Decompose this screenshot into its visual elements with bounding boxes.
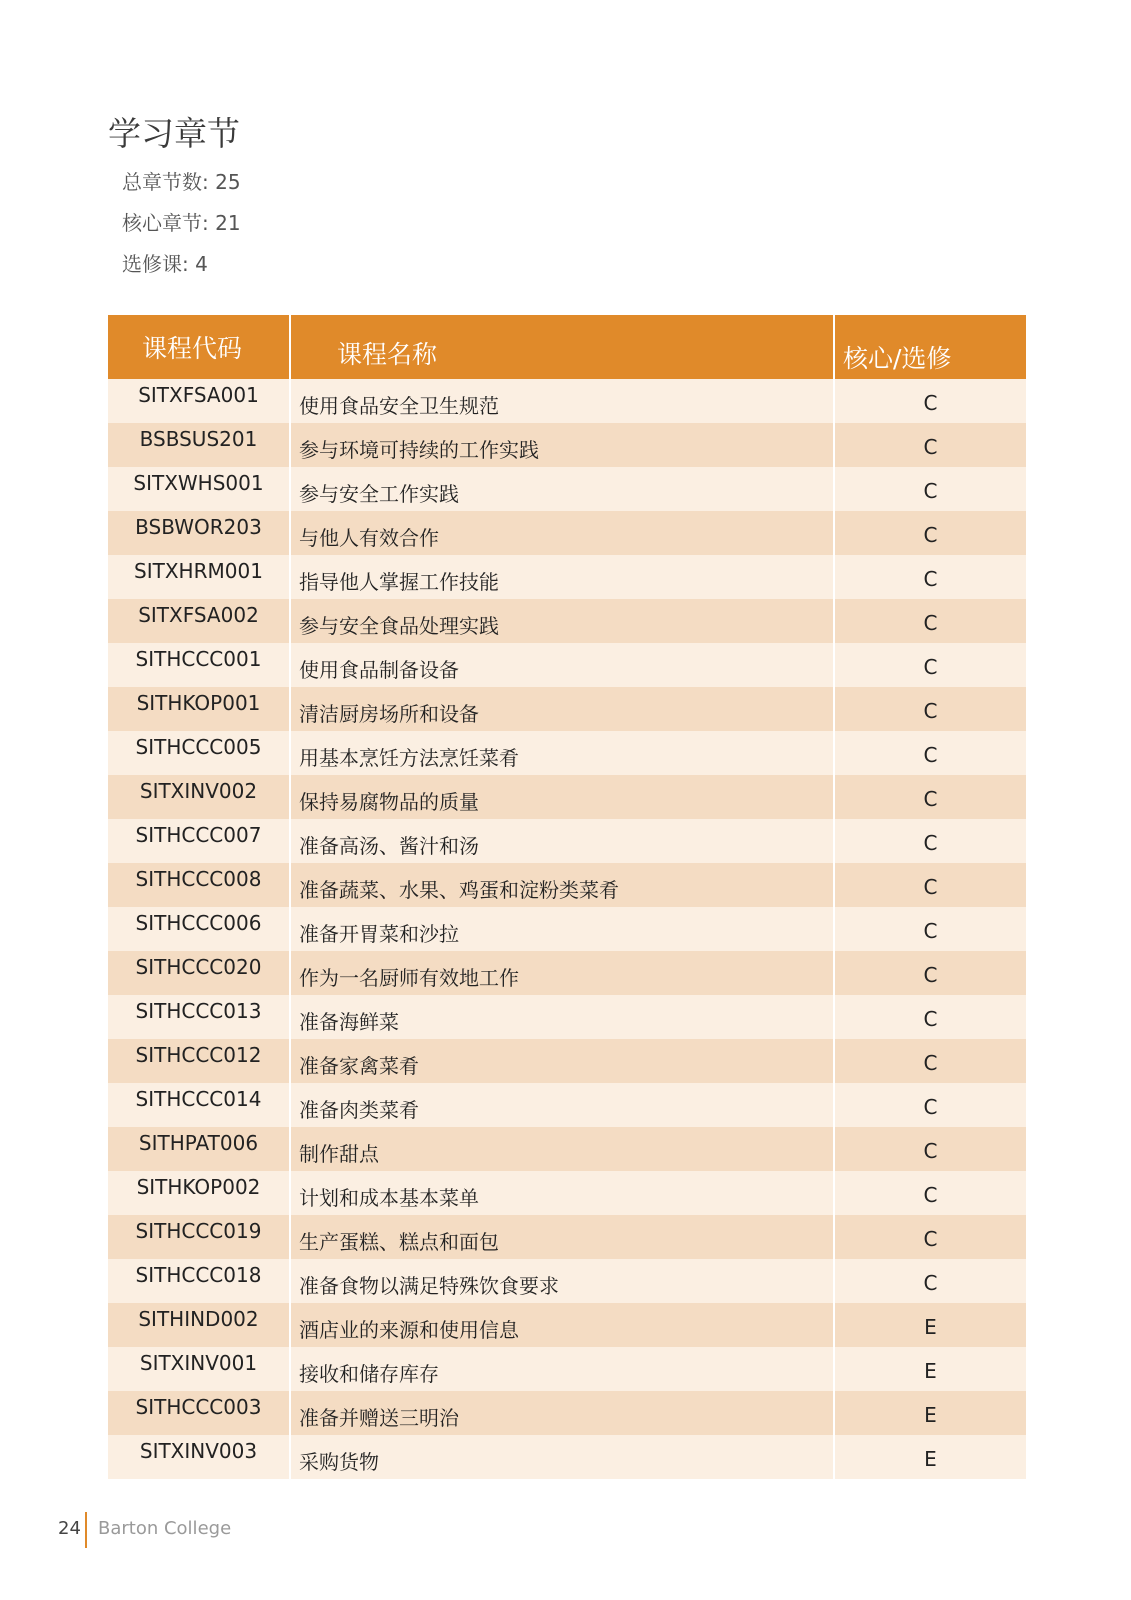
unit-code: SITHCCC001 [108,643,290,687]
unit-name: 参与安全食品处理实践 [290,599,834,643]
table-row [108,1171,1026,1215]
table-row [108,1259,1026,1303]
table-row [108,863,1026,907]
table-row [108,1039,1026,1083]
unit-name: 保持易腐物品的质量 [290,775,834,819]
unit-name: 作为一名厨师有效地工作 [290,951,834,995]
unit-name: 使用食品安全卫生规范 [290,379,834,423]
unit-code: SITHPAT006 [108,1127,290,1171]
unit-type: C [834,599,1026,643]
table-row [108,907,1026,951]
core-units-label: 核心章节: 21 [122,211,241,235]
total-units-label: 总章节数: 25 [122,170,241,194]
unit-name: 与他人有效合作 [290,511,834,555]
unit-name: 计划和成本基本菜单 [290,1171,834,1215]
unit-code: SITHKOP002 [108,1171,290,1215]
unit-type: C [834,995,1026,1039]
unit-code: BSBSUS201 [108,423,290,467]
unit-name: 参与安全工作实践 [290,467,834,511]
unit-code: SITXINV002 [108,775,290,819]
unit-type: E [834,1435,1026,1479]
unit-name: 准备家禽菜肴 [290,1039,834,1083]
unit-type: E [834,1391,1026,1435]
unit-code: SITHCCC003 [108,1391,290,1435]
footer-divider [85,1512,87,1548]
page-number: 24 [58,1518,81,1539]
table-row [108,1303,1026,1347]
unit-name: 准备肉类菜肴 [290,1083,834,1127]
table-row [108,1435,1026,1479]
unit-code: SITHCCC008 [108,863,290,907]
unit-code: SITXWHS001 [108,467,290,511]
table-row [108,643,1026,687]
unit-name: 酒店业的来源和使用信息 [290,1303,834,1347]
unit-type: C [834,775,1026,819]
unit-type: E [834,1347,1026,1391]
unit-code: SITHCCC007 [108,819,290,863]
unit-code: SITXINV003 [108,1435,290,1479]
table-row [108,1391,1026,1435]
unit-name: 准备海鲜菜 [290,995,834,1039]
table-row [108,1083,1026,1127]
units-table [108,315,1026,1479]
unit-type: C [834,687,1026,731]
header-name: 课程名称 [290,315,834,379]
unit-type: C [834,467,1026,511]
unit-type: C [834,1083,1026,1127]
unit-name: 接收和储存库存 [290,1347,834,1391]
section-title: 学习章节 [108,114,240,153]
unit-code: SITHCCC014 [108,1083,290,1127]
header-type: 核心/选修 [834,315,1026,379]
table-row [108,1215,1026,1259]
unit-name: 准备蔬菜、水果、鸡蛋和淀粉类菜肴 [290,863,834,907]
unit-code: SITHCCC013 [108,995,290,1039]
table-row [108,511,1026,555]
unit-name: 准备并赠送三明治 [290,1391,834,1435]
unit-code: SITHIND002 [108,1303,290,1347]
unit-type: C [834,863,1026,907]
table-row [108,995,1026,1039]
unit-code: SITXFSA001 [108,379,290,423]
unit-code: SITXHRM001 [108,555,290,599]
unit-type: C [834,379,1026,423]
unit-name: 采购货物 [290,1435,834,1479]
table-row [108,467,1026,511]
unit-code: SITHCCC012 [108,1039,290,1083]
unit-type: E [834,1303,1026,1347]
unit-name: 使用食品制备设备 [290,643,834,687]
table-row [108,775,1026,819]
unit-name: 准备高汤、酱汁和汤 [290,819,834,863]
unit-code: SITHCCC019 [108,1215,290,1259]
table-header-row [108,315,1026,379]
unit-type: C [834,643,1026,687]
unit-type: C [834,511,1026,555]
unit-code: SITHCCC020 [108,951,290,995]
table-row [108,819,1026,863]
table-row [108,951,1026,995]
unit-name: 用基本烹饪方法烹饪菜肴 [290,731,834,775]
table-row [108,1127,1026,1171]
unit-code: SITHCCC005 [108,731,290,775]
unit-type: C [834,1259,1026,1303]
elective-units-label: 选修课: 4 [122,252,208,276]
unit-name: 指导他人掌握工作技能 [290,555,834,599]
unit-name: 生产蛋糕、糕点和面包 [290,1215,834,1259]
unit-name: 准备食物以满足特殊饮食要求 [290,1259,834,1303]
table-row [108,731,1026,775]
unit-name: 制作甜点 [290,1127,834,1171]
unit-name: 准备开胃菜和沙拉 [290,907,834,951]
table-row [108,423,1026,467]
header-code: 课程代码 [108,315,290,379]
table-row [108,379,1026,423]
unit-type: C [834,1039,1026,1083]
unit-code: SITHKOP001 [108,687,290,731]
unit-code: SITXFSA002 [108,599,290,643]
unit-type: C [834,1127,1026,1171]
table-row [108,1347,1026,1391]
unit-type: C [834,731,1026,775]
unit-type: C [834,819,1026,863]
brand-name: Barton College [98,1518,232,1539]
unit-type: C [834,1171,1026,1215]
unit-code: SITHCCC018 [108,1259,290,1303]
unit-type: C [834,1215,1026,1259]
unit-code: SITXINV001 [108,1347,290,1391]
unit-code: BSBWOR203 [108,511,290,555]
unit-code: SITHCCC006 [108,907,290,951]
table-row [108,687,1026,731]
unit-name: 参与环境可持续的工作实践 [290,423,834,467]
unit-type: C [834,951,1026,995]
table-row [108,599,1026,643]
table-row [108,555,1026,599]
unit-type: C [834,423,1026,467]
unit-type: C [834,555,1026,599]
unit-type: C [834,907,1026,951]
unit-name: 清洁厨房场所和设备 [290,687,834,731]
